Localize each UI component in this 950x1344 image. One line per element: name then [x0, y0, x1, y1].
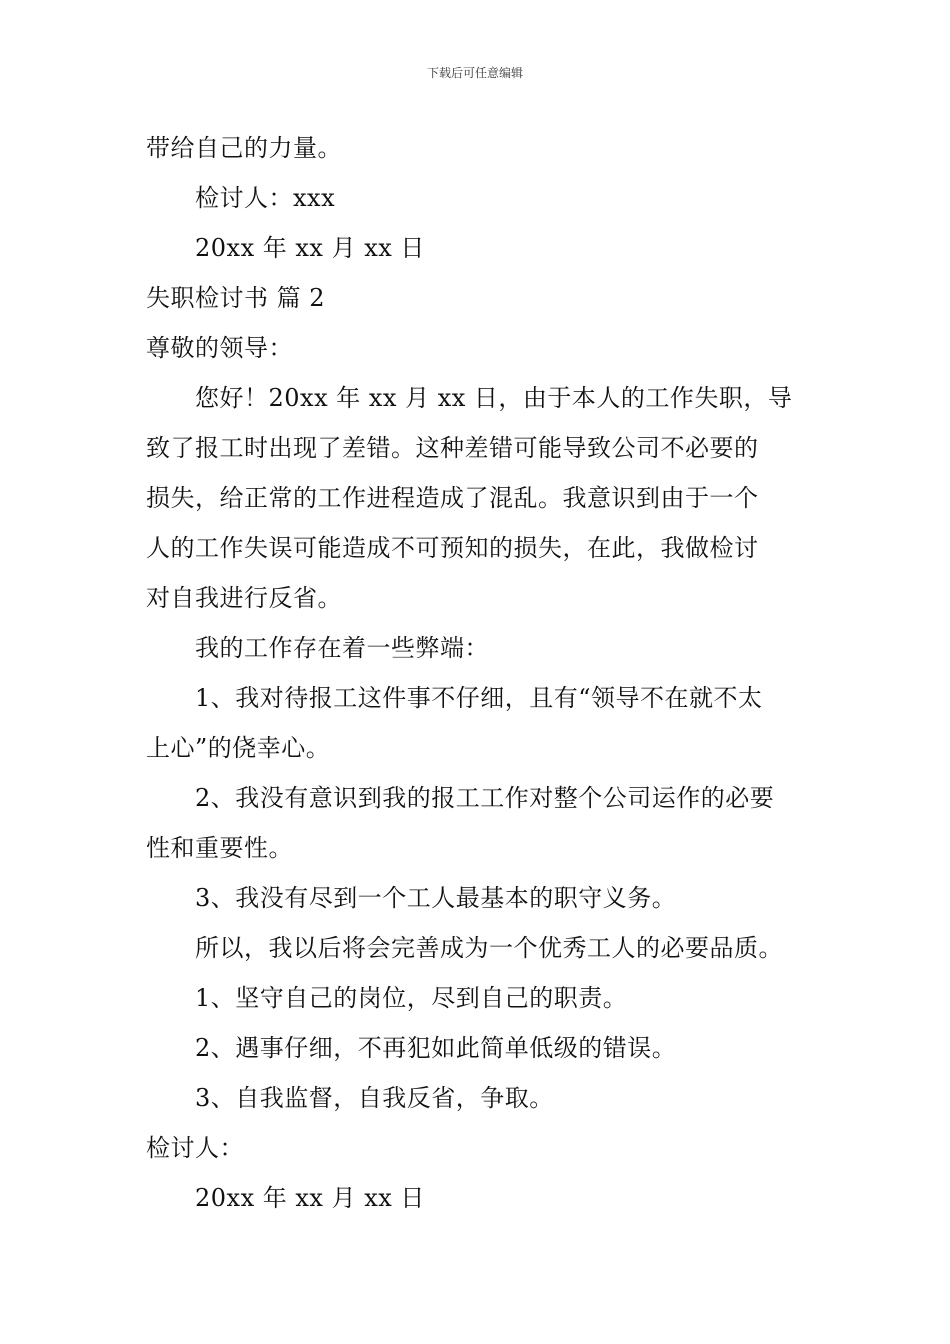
text-line: 我的工作存在着一些弊端：	[195, 634, 489, 662]
list-item: 1、我对待报工这件事不仔细，且有“领导不在就不太	[195, 684, 763, 712]
text-line: 上心”的侥幸心。	[146, 734, 331, 762]
salutation: 尊敬的领导：	[146, 334, 293, 362]
list-item: 3、我没有尽到一个工人最基本的职守义务。	[195, 884, 677, 912]
text-line: 性和重要性。	[146, 834, 293, 862]
signature-line: 检讨人：	[146, 1134, 244, 1162]
list-item: 2、遇事仔细，不再犯如此简单低级的错误。	[195, 1034, 677, 1062]
text-line: 对自我进行反省。	[146, 584, 342, 612]
date-line: 20xx 年 xx 月 xx 日	[195, 234, 425, 262]
text-line: 损失，给正常的工作进程造成了混乱。我意识到由于一个	[146, 484, 759, 512]
list-item: 3、自我监督，自我反省，争取。	[195, 1084, 554, 1112]
text-line: 您好！20xx 年 xx 月 xx 日，由于本人的工作失职，导	[195, 384, 793, 412]
date-line: 20xx 年 xx 月 xx 日	[195, 1184, 425, 1212]
section-title: 失职检讨书 篇 2	[146, 284, 326, 312]
list-item: 1、坚守自己的岗位，尽到自己的职责。	[195, 984, 628, 1012]
signature-line: 检讨人：xxx	[195, 184, 336, 212]
text-line: 人的工作失误可能造成不可预知的损失，在此，我做检讨	[146, 534, 759, 562]
text-line: 带给自己的力量。	[146, 134, 342, 162]
list-item: 2、我没有意识到我的报工工作对整个公司运作的必要	[195, 784, 775, 812]
text-line: 致了报工时出现了差错。这种差错可能导致公司不必要的	[146, 434, 759, 462]
text-line: 所以，我以后将会完善成为一个优秀工人的必要品质。	[195, 934, 783, 962]
page-header: 下载后可任意编辑	[426, 66, 523, 80]
